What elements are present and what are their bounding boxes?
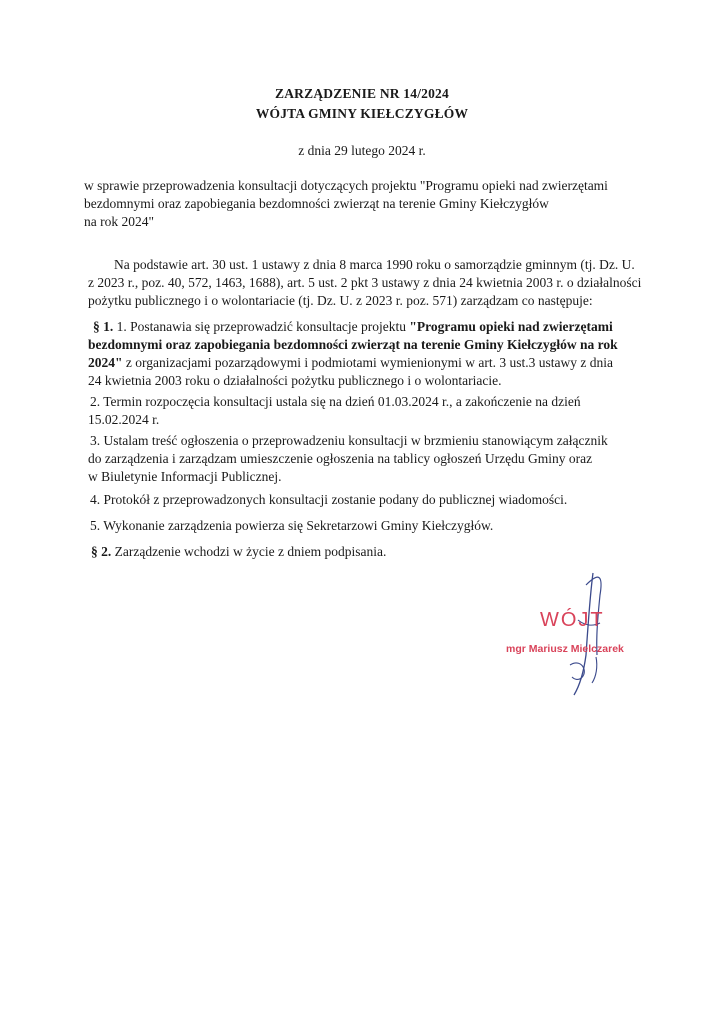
point-5-text: 5. Wykonanie zarządzenia powierza się Sekretarzowi Gminy Kiełczygłów. [90, 518, 494, 533]
subject-block [84, 177, 684, 231]
legal-basis-line: Na podstawie art. 30 ust. 1 ustawy z dnia 8 marca 1990 roku o samorządzie gminnym (tj. Dz. U. [114, 257, 635, 272]
point-3-text: 3. Ustalam treść ogłoszenia o przeprowadzeniu konsultacji w brzmieniu stanowiącym załącznik [90, 433, 608, 448]
point-1-text: 24 kwietnia 2003 roku o działalności pożytku publicznego i o wolontariacie. [88, 373, 502, 388]
point-2-text: 2. Termin rozpoczęcia konsultacji ustala się na dzień 01.03.2024 r., a zakończenie na dzień [90, 394, 581, 409]
point-4-text: 4. Protokół z przeprowadzonych konsultacji zostanie podany do publicznej wiadomości. [90, 492, 568, 507]
document-title: ZARZĄDZENIE NR 14/2024 [275, 86, 449, 101]
program-title-part: "Programu opieki nad zwierzętami [409, 319, 613, 334]
legal-basis-line: pożytku publicznego i o wolontariacie (tj. Dz. U. z 2023 r. poz. 571) zarządzam co następuje: [88, 293, 593, 308]
section-1-point-4 [88, 491, 660, 509]
stamp-name: mgr Mariusz Mielczarek [506, 643, 624, 655]
section-1-mark: § 1. [93, 319, 114, 334]
section-2-mark: § 2. [91, 544, 112, 559]
section-1-point-2 [88, 393, 660, 429]
stamp-title: WÓJT [540, 609, 605, 631]
subject-line: w sprawie przeprowadzenia konsultacji dotyczących projektu "Programu opieki nad zwierzętami [84, 178, 608, 193]
point-1-text: z organizacjami pozarządowymi i podmiotami wymienionymi w art. 3 ust.3 ustawy z dnia [122, 355, 614, 370]
section-2-text: Zarządzenie wchodzi w życie z dniem podpisania. [111, 544, 387, 559]
subject-line: na rok 2024" [84, 214, 154, 229]
document-issuer: WÓJTA GMINY KIEŁCZYGŁÓW [255, 106, 469, 121]
program-title-part: 2024" [88, 355, 123, 370]
legal-basis-line: z 2023 r., poz. 40, 572, 1463, 1688), art. 5 ust. 2 pkt 3 ustawy z dnia 24 kwietnia 2003 r. o działalności [88, 275, 642, 290]
document-date: z dnia 29 lutego 2024 r. [298, 143, 426, 158]
point-1-intro: 1. Postanawia się przeprowadzić konsultacje projektu [113, 319, 410, 334]
handwritten-signature [500, 565, 650, 705]
point-3-text: do zarządzenia i zarządzam umieszczenie ogłoszenia na tablicy ogłoszeń Urzędu Gminy oraz [88, 451, 593, 466]
signature-stamp [500, 565, 650, 705]
section-1-point-1 [88, 318, 660, 390]
program-title-part: bezdomnymi oraz zapobiegania bezdomności zwierząt na terenie Gminy Kiełczygłów na rok [88, 337, 618, 352]
point-3-text: w Biuletynie Informacji Publicznej. [88, 469, 282, 484]
section-1-point-5 [88, 517, 660, 535]
section-1-point-3 [88, 432, 660, 486]
subject-line: bezdomnymi oraz zapobiegania bezdomności zwierząt na terenie Gminy Kiełczygłów [84, 196, 549, 211]
legal-basis [88, 256, 648, 310]
point-2-text: 15.02.2024 r. [88, 412, 160, 427]
section-2 [88, 543, 660, 561]
